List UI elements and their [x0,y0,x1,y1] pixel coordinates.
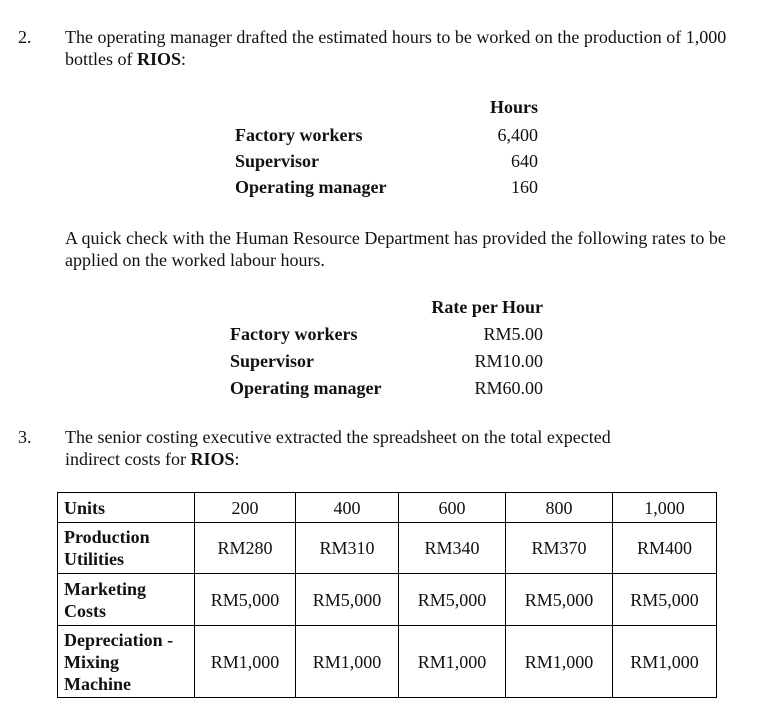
value-cell: RM5,000 [506,574,613,626]
units-cell: 200 [195,493,296,523]
units-cell: 600 [399,493,506,523]
rate-header: Rate per Hour [431,297,543,317]
question-2-number: 2. [18,27,32,47]
value-cell: RM5,000 [399,574,506,626]
row-label-cell: Depreciation - Mixing Machine [58,626,195,698]
value-cell: RM1,000 [399,626,506,698]
hours-value: 640 [511,151,538,171]
value-cell: RM1,000 [296,626,399,698]
units-cell: 800 [506,493,613,523]
value-cell: RM1,000 [613,626,717,698]
indirect-costs-table [57,492,717,698]
rate-value: RM10.00 [474,351,543,371]
value-cell: RM5,000 [195,574,296,626]
question-2-intro: The operating manager drafted the estimated hours to be worked on the production of 1,000 bottles of RIOS: [65,27,727,69]
hours-value: 160 [511,177,538,197]
units-cell: 400 [296,493,399,523]
units-cell: 1,000 [613,493,717,523]
row-label-cell: Marketing Costs [58,574,195,626]
value-cell: RM5,000 [613,574,717,626]
table-row [58,574,717,626]
table-header-row [58,493,717,523]
value-cell: RM340 [399,523,506,574]
rates-intro: A quick check with the Human Resource Department has provided the following rates to be applied on the worked labour hours. [65,228,726,270]
question-3-number: 3. [18,427,32,447]
value-cell: RM1,000 [195,626,296,698]
row-label-cell: Production Utilities [58,523,195,574]
hours-label: Supervisor [235,151,320,171]
value-cell: RM370 [506,523,613,574]
rate-label: Factory workers [230,324,358,344]
rate-value: RM60.00 [474,378,543,398]
hours-label: Operating manager [235,177,387,197]
rate-label: Operating manager [230,378,382,398]
rate-label: Supervisor [230,351,315,371]
units-header-cell: Units [58,493,195,523]
table-row [58,523,717,574]
hours-value: 6,400 [497,125,538,145]
value-cell: RM400 [613,523,717,574]
rate-value: RM5.00 [483,324,543,344]
question-3-intro: The senior costing executive extracted the spreadsheet on the total expected indirect costs for RIOS: [65,427,611,469]
value-cell: RM1,000 [506,626,613,698]
hours-label: Factory workers [235,125,363,145]
hours-header: Hours [489,97,538,117]
table-row [58,626,717,698]
value-cell: RM310 [296,523,399,574]
value-cell: RM280 [195,523,296,574]
value-cell: RM5,000 [296,574,399,626]
